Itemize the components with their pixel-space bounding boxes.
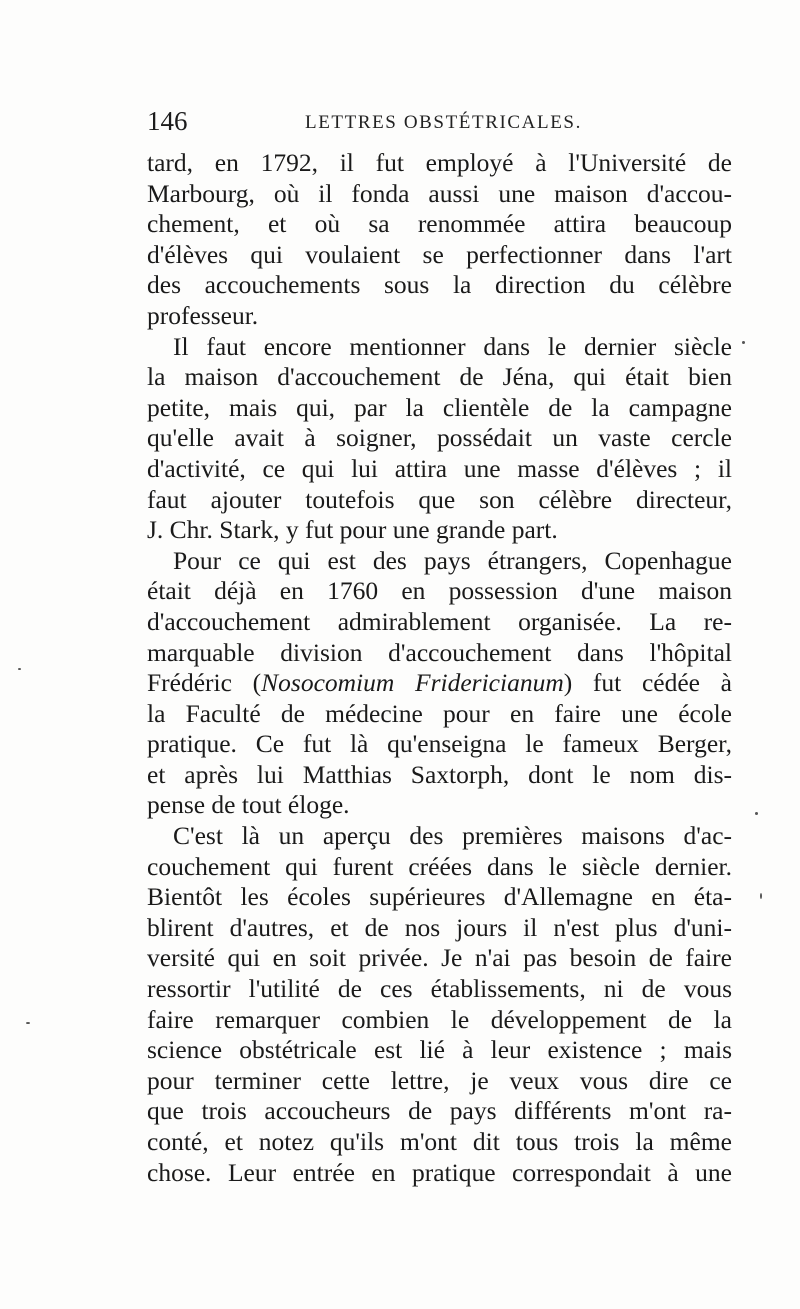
paper-speck [18,668,21,670]
text-line: et après lui Matthias Saxtorph, dont le nom dis- [147,759,732,789]
text-line: la Faculté de médecine pour en faire une école [147,698,732,728]
text-line: d'élèves qui voulaient se perfectionner dans l'art [147,239,732,269]
text-line: Bientôt les écoles supérieures d'Allemagne en éta- [147,882,732,912]
text-line: C'est là un aperçu des premières maisons d'ac- [173,821,732,851]
text-line: que trois accoucheurs de pays différents m'ont ra- [147,1096,732,1126]
body-text [147,148,732,1188]
text-line: la maison d'accouchement de Jéna, qui était bien [147,362,732,392]
paper-speck [742,341,745,344]
text-line: faire remarquer combien le développement de la [147,1004,732,1034]
text-segment: Frédéric ( [147,668,262,698]
text-line: pense de tout éloge. [147,790,350,820]
page-number: 146 [147,106,188,136]
text-line: couchement qui furent créées dans le siècle dernier. [147,851,732,881]
text-line: marquable division d'accouchement dans l'hôpital [147,637,732,667]
text-line: versité qui en soit privée. Je n'ai pas besoin de faire [147,943,732,973]
text-line: qu'elle avait à soigner, possédait un vaste cercle [147,423,732,453]
text-line: tard, en 1792, il fut employé à l'Université de [147,148,732,177]
paper-speck [755,812,758,815]
text-line: chement, et où sa renommée attira beaucoup [147,209,732,239]
running-head [147,104,732,138]
text-line: était déjà en 1760 en possession d'une maison [147,576,732,606]
text-line: d'accouchement admirablement organisée. La re- [147,606,732,636]
text-line: J. Chr. Stark, y fut pour une grande part. [147,515,558,545]
italic-term: Nosocomium Fridericianum [261,668,564,698]
text-line: Pour ce qui est des pays étrangers, Copenhague [173,545,732,575]
text-line: blirent d'autres, et de nos jours il n'est plus d'uni- [147,912,732,942]
text-line: chose. Leur entrée en pratique correspondait à une [147,1157,732,1187]
running-title: LETTRES OBSTÉTRICALES. [305,112,582,133]
text-line: conté, et notez qu'ils m'ont dit tous trois la même [147,1127,732,1156]
text-line: pour terminer cette lettre, je veux vous dire ce [147,1065,732,1095]
text-line: des accouchements sous la direction du célèbre [147,270,732,300]
text-line: faut ajouter toutefois que son célèbre directeur, [147,484,732,514]
text-line: pratique. Ce fut là qu'enseigna le fameux Berger, [147,729,732,759]
text-line: Il faut encore mentionner dans le dernier siècle [173,331,732,361]
text-line-mixed [147,668,732,699]
text-line: d'activité, ce qui lui attira une masse d'élèves ; il [147,453,732,483]
text-segment: ) fut cédée à [563,668,732,698]
text-line: science obstétricale est lié à leur existence ; mais [147,1035,732,1065]
text-line: ressortir l'utilité de ces établissements, ni de vous [147,974,732,1004]
paper-speck [26,1022,30,1024]
text-line: professeur. [147,300,259,330]
text-line: petite, mais qui, par la clientèle de la campagne [147,392,732,422]
paper-speck [760,893,762,899]
text-line: Marbourg, où il fonda aussi une maison d'accou- [147,178,732,208]
